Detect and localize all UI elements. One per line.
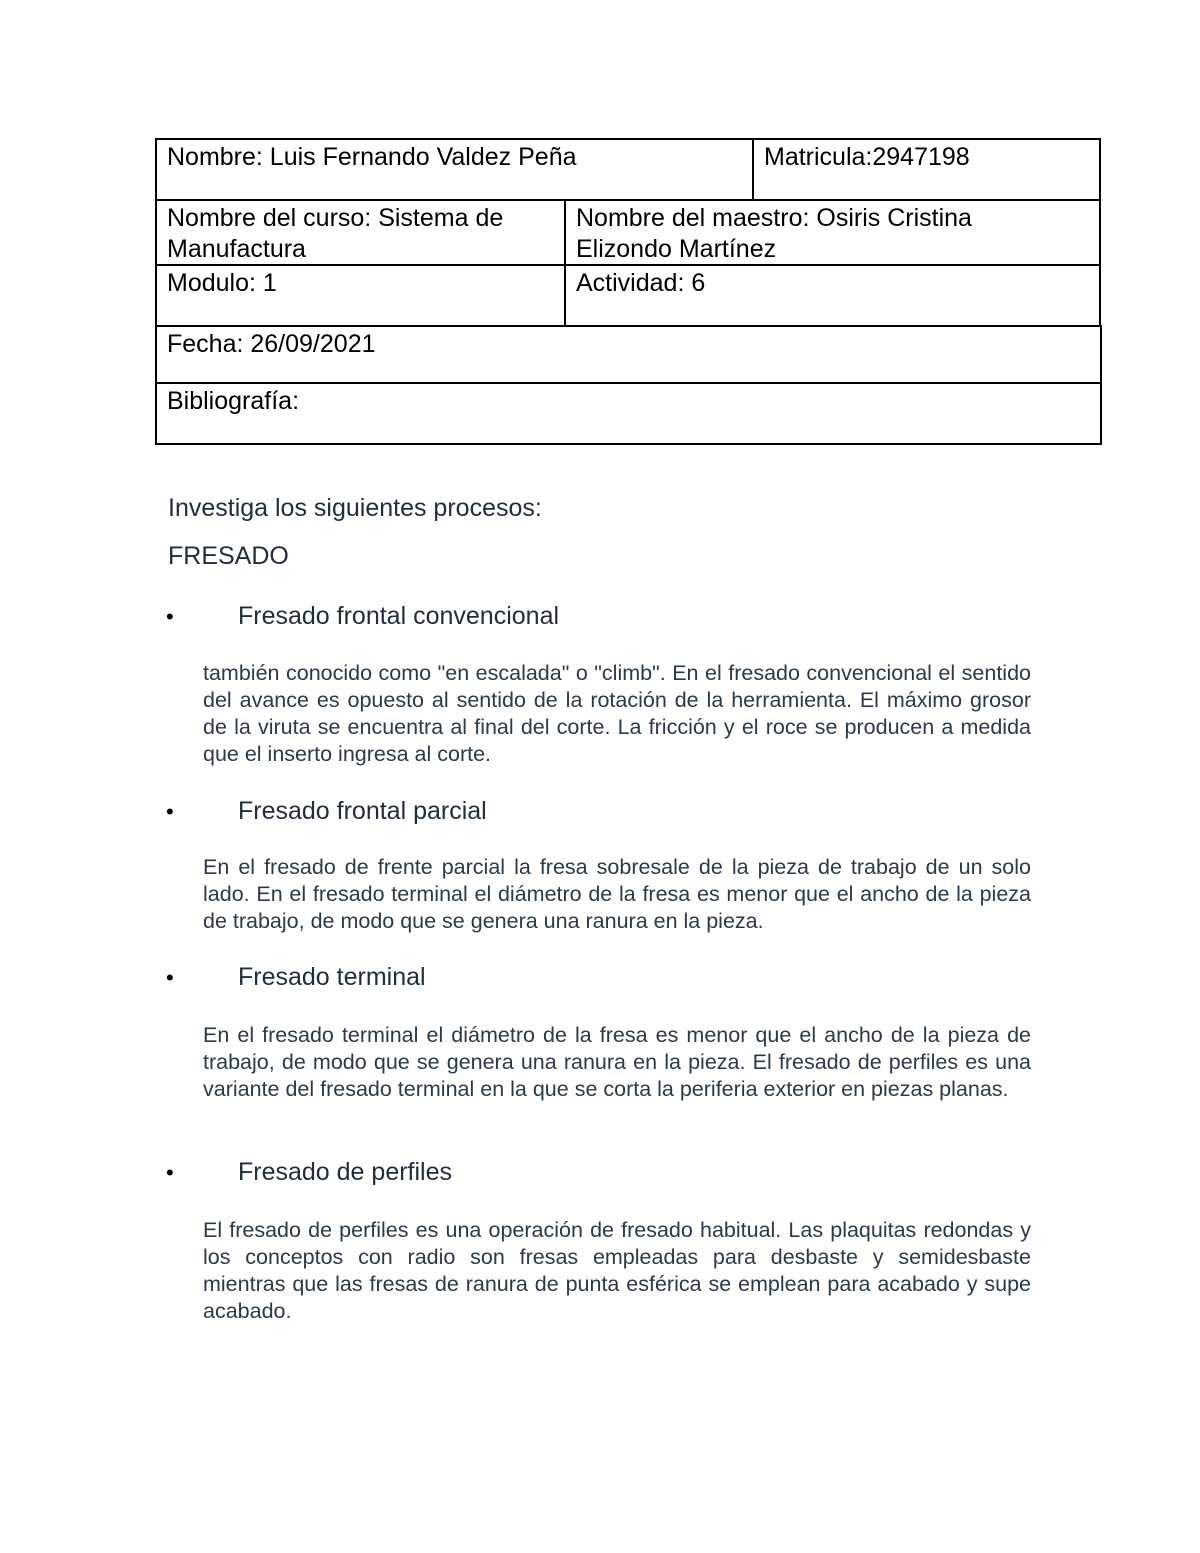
bullet-icon: • <box>166 1160 174 1185</box>
teacher-name-cell <box>566 201 1026 264</box>
activity-cell <box>566 266 1096 325</box>
item-title: Fresado terminal <box>238 963 426 991</box>
item-title: Fresado de perfiles <box>238 1158 453 1186</box>
module-cell <box>157 266 562 325</box>
item-description: El fresado de perfiles es una operación de fresado habitual. Las plaquitas redondas y los conceptos con radio son fresas empleadas para desbaste y semidesbaste mientras que las fresas de ranura de punta esférica se emplean para acabado y supe acabado. <box>203 1218 1031 1323</box>
item-title: Fresado frontal convencional <box>238 602 560 630</box>
bullet-icon: • <box>166 965 174 990</box>
student-name: Nombre: Luis Fernando Valdez Peña <box>167 143 577 171</box>
bullet-icon: • <box>166 799 174 824</box>
course-name-cell <box>157 201 557 264</box>
item-description: En el fresado de frente parcial la fresa sobresale de la pieza de trabajo de un solo lado. En el fresado terminal el diámetro de la fresa es menor que el ancho de la pieza de trabajo, de modo que se genera una ranura en la pieza. <box>203 855 1031 933</box>
section-title: FRESADO <box>168 542 289 570</box>
student-name-cell <box>157 140 752 199</box>
matricula-cell <box>754 140 1099 199</box>
teacher-name: Nombre del maestro: Osiris Cristina Elizondo Martínez <box>576 204 972 263</box>
date: Fecha: 26/09/2021 <box>167 330 376 358</box>
module: Modulo: 1 <box>167 269 277 297</box>
course-name: Nombre del curso: Sistema de Manufactura <box>167 204 504 263</box>
matricula: Matricula:2947198 <box>764 143 970 171</box>
intro-text: Investiga los siguientes procesos: <box>168 494 542 522</box>
bibliography-label: Bibliografía: <box>167 387 300 415</box>
item-title: Fresado frontal parcial <box>238 797 487 825</box>
activity: Actividad: 6 <box>576 269 706 297</box>
date-cell <box>157 327 1097 382</box>
bullet-icon: • <box>166 604 174 629</box>
bibliography-cell <box>157 384 1097 443</box>
item-description: En el fresado terminal el diámetro de la fresa es menor que el ancho de la pieza de trabajo, de modo que se genera una ranura en la pieza. El fresado de perfiles es una variante del fresado terminal en la que se corta la periferia exterior en piezas planas. <box>203 1023 1031 1101</box>
item-description: también conocido como "en escalada" o "climb". En el fresado convencional el sentido del avance es opuesto al sentido de la rotación de la herramienta. El máximo grosor de la viruta se encuentra al final del corte. La fricción y el roce se producen a medida que el inserto ingresa al corte. <box>203 661 1031 766</box>
